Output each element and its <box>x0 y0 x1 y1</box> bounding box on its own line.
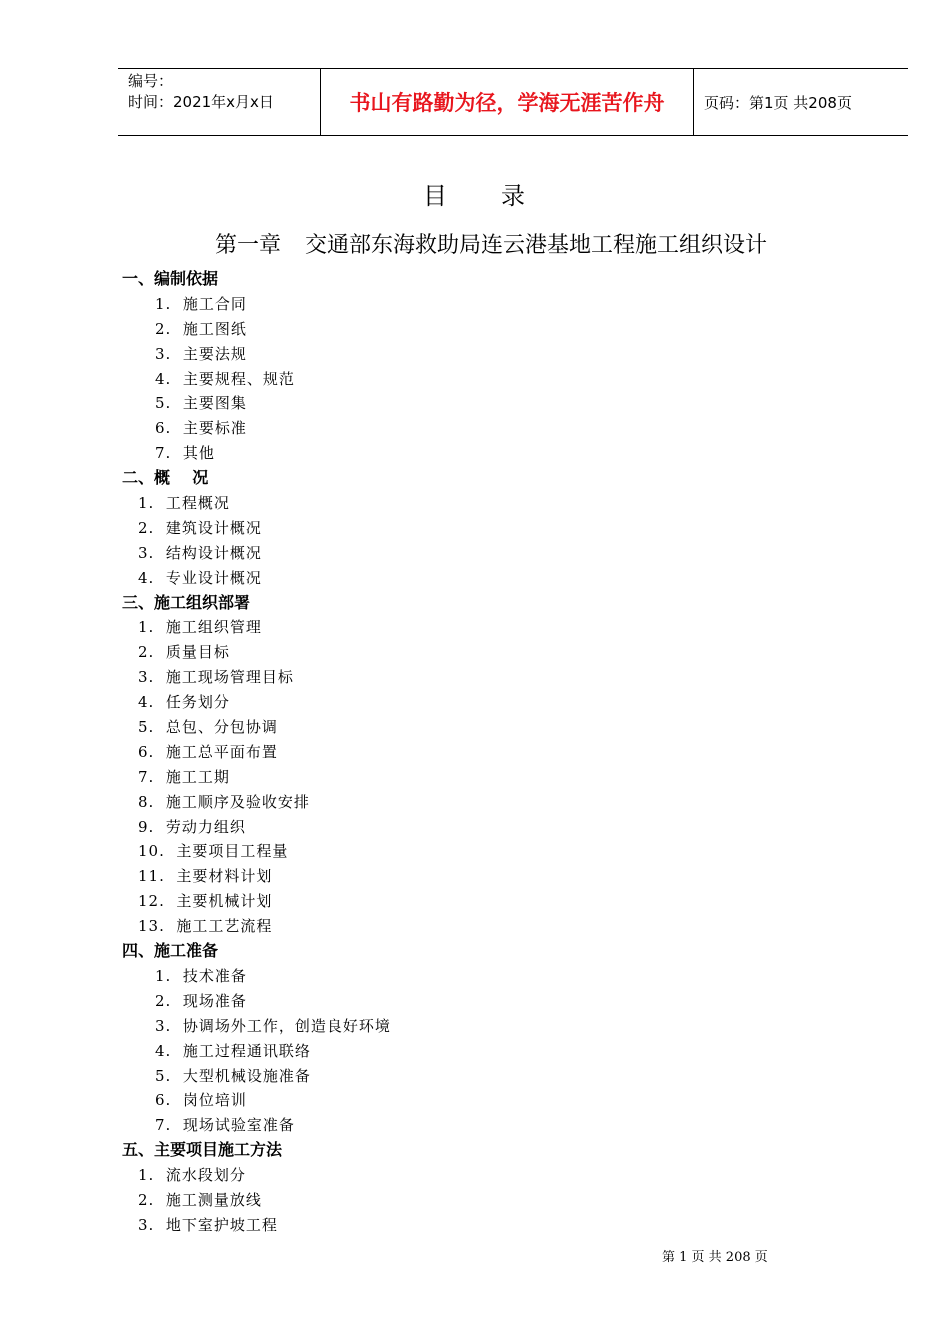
toc-section-title[interactable]: 一、编制依据 <box>122 269 219 288</box>
toc-item[interactable]: 2. 施工测量放线 <box>138 1190 262 1209</box>
toc-item[interactable]: 5. 主要图集 <box>155 394 247 413</box>
toc-section-title[interactable]: 三、施工组织部署 <box>122 592 251 612</box>
toc-item[interactable]: 5. 总包、分包协调 <box>138 718 278 737</box>
toc-item[interactable]: 1. 流水段划分 <box>138 1166 246 1185</box>
toc-item[interactable]: 4. 施工过程通讯联络 <box>155 1041 311 1060</box>
page-header-table <box>118 68 908 136</box>
page-footer: 第 1 页 共 208 页 <box>662 1250 768 1265</box>
toc-item[interactable]: 4. 专业设计概况 <box>138 568 262 587</box>
toc-item[interactable]: 6. 主要标准 <box>155 419 247 438</box>
header-page-info: 页码：第1页 共208页 <box>704 93 852 112</box>
time-label: 时间：2021年x月x日 <box>128 93 274 111</box>
toc-item[interactable]: 3. 结构设计概况 <box>138 543 262 562</box>
toc-item[interactable]: 13. 施工工艺流程 <box>138 917 273 936</box>
toc-item[interactable]: 11. 主要材料计划 <box>138 867 273 886</box>
chapter-name: 交通部东海救助局连云港基地工程施工组织设计 <box>305 233 768 258</box>
toc-list <box>0 267 950 1238</box>
toc-item[interactable]: 6. 施工总平面布置 <box>138 742 278 761</box>
toc-item[interactable]: 8. 施工顺序及验收安排 <box>138 792 310 811</box>
toc-item[interactable]: 3. 主要法规 <box>155 344 247 363</box>
chapter-label: 第一章 <box>215 233 282 258</box>
toc-item[interactable]: 5. 大型机械设施准备 <box>155 1066 311 1085</box>
toc-item[interactable]: 4. 主要规程、规范 <box>155 369 295 388</box>
toc-item[interactable]: 3. 施工现场管理目标 <box>138 668 294 687</box>
header-left-cell <box>118 69 320 135</box>
toc-item[interactable]: 2. 建筑设计概况 <box>138 518 262 537</box>
toc-section-title[interactable]: 五、主要项目施工方法 <box>122 1140 283 1160</box>
toc-item[interactable]: 3. 地下室护坡工程 <box>138 1215 278 1234</box>
toc-item[interactable]: 1. 工程概况 <box>138 494 230 513</box>
header-motto: 书山有路勤为径，学海无涯苦作舟 <box>320 69 694 135</box>
toc-item[interactable]: 2. 质量目标 <box>138 643 230 662</box>
toc-item[interactable]: 3. 协调场外工作，创造良好环境 <box>155 1016 391 1035</box>
toc-item[interactable]: 9. 劳动力组织 <box>138 817 246 836</box>
toc-section-title[interactable]: 四、施工准备 <box>122 941 219 961</box>
toc-item[interactable]: 6. 岗位培训 <box>155 1091 247 1110</box>
toc-item[interactable]: 1. 施工合同 <box>155 294 247 313</box>
number-label: 编号： <box>128 72 174 90</box>
toc-section-title[interactable]: 二、概 况 <box>122 468 209 488</box>
toc-title-char-1: 目 <box>423 182 449 210</box>
toc-item[interactable]: 10. 主要项目工程量 <box>138 842 289 861</box>
toc-item[interactable]: 12. 主要机械计划 <box>138 892 273 911</box>
toc-item[interactable]: 7. 现场试验室准备 <box>155 1116 295 1135</box>
toc-item[interactable]: 2. 现场准备 <box>155 991 247 1010</box>
toc-item[interactable]: 2. 施工图纸 <box>155 319 247 338</box>
toc-item[interactable]: 7. 其他 <box>155 444 215 463</box>
toc-item[interactable]: 7. 施工工期 <box>138 767 230 786</box>
toc-item[interactable]: 1. 技术准备 <box>155 966 247 985</box>
chapter-heading <box>215 228 767 259</box>
toc-item[interactable]: 4. 任务划分 <box>138 693 230 712</box>
toc-title-char-2: 录 <box>501 182 527 210</box>
toc-title <box>0 176 950 211</box>
toc-item[interactable]: 1. 施工组织管理 <box>138 618 262 637</box>
